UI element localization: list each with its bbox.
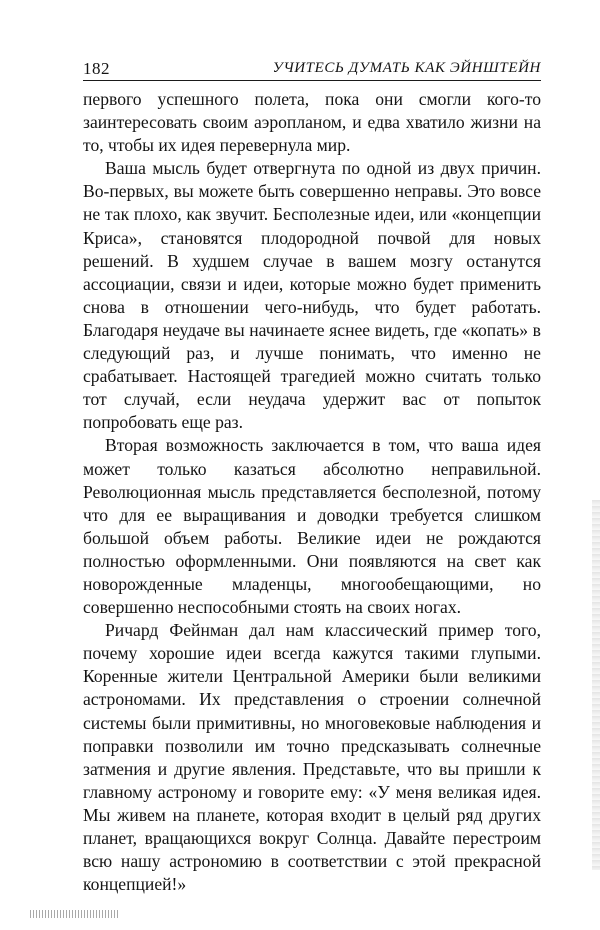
paragraph-second-possibility: Вторая возможность заключается в том, что ваша идея может только казаться абсолютно неправильной. Революционная мысль представляется бесполезной, потому что для ее выращивания и доводки требуется слишком большой объем работы. Великие идеи не рождаются полностью оформленными. Они появляются на свет как новорожденные младенцы, многообещающими, но совершенно неспособными стоять на своих ногах. <box>83 435 541 618</box>
paragraph-feynman-example: Ричард Фейнман дал нам классический пример того, почему хорошие идеи всегда кажутся такими глупыми. Коренные жители Центральной Америки были великими астрономами. Их представления о строении солнечной системы были примитивны, но многовековые наблюдения и поправки позволили им точно предсказывать солнечные затмения и другие явления. Представьте, что вы пришли к главному астроному и говорите ему: «У меня великая идея. Мы живем на планете, которая входит в целый ряд других планет, вращающихся вокруг Солнца. Давайте перестроим всю нашу астрономию в соответствии с этой прекрасной концепцией!» <box>83 620 541 895</box>
running-title: УЧИТЕСЬ ДУМАТЬ КАК ЭЙНШТЕЙН <box>272 60 541 76</box>
scan-mark-artifact <box>30 910 120 918</box>
body-text <box>83 88 541 896</box>
scan-edge-artifact <box>592 500 600 870</box>
page-header <box>83 56 541 81</box>
paragraph-continuation: первого успешного полета, пока они смогли кого-то заинтересовать своим аэропланом, и едва хватило жизни на то, чтобы их идея перевернула мир. <box>83 89 541 156</box>
page-number: 182 <box>83 59 110 78</box>
paragraph-rejection-reasons: Ваша мысль будет отвергнута по одной из двух причин. Во-первых, вы можете быть совершенно неправы. Это вовсе не так плохо, как звучит. Бесполезные идеи, или «концепции Криса», становятся плодородной почвой для новых решений. В худшем случае в вашем мозгу останутся ассоциации, связи и идеи, которые можно будет применить снова в отношении чего-нибудь, что будет работать. Благодаря неудаче вы начинаете яснее видеть, где «копать» в следующий раз, и лучше понимать, что именно не срабатывает. Настоящей трагедией можно считать только тот случай, если неудача удержит вас от попыток попробовать еще раз. <box>83 158 541 433</box>
